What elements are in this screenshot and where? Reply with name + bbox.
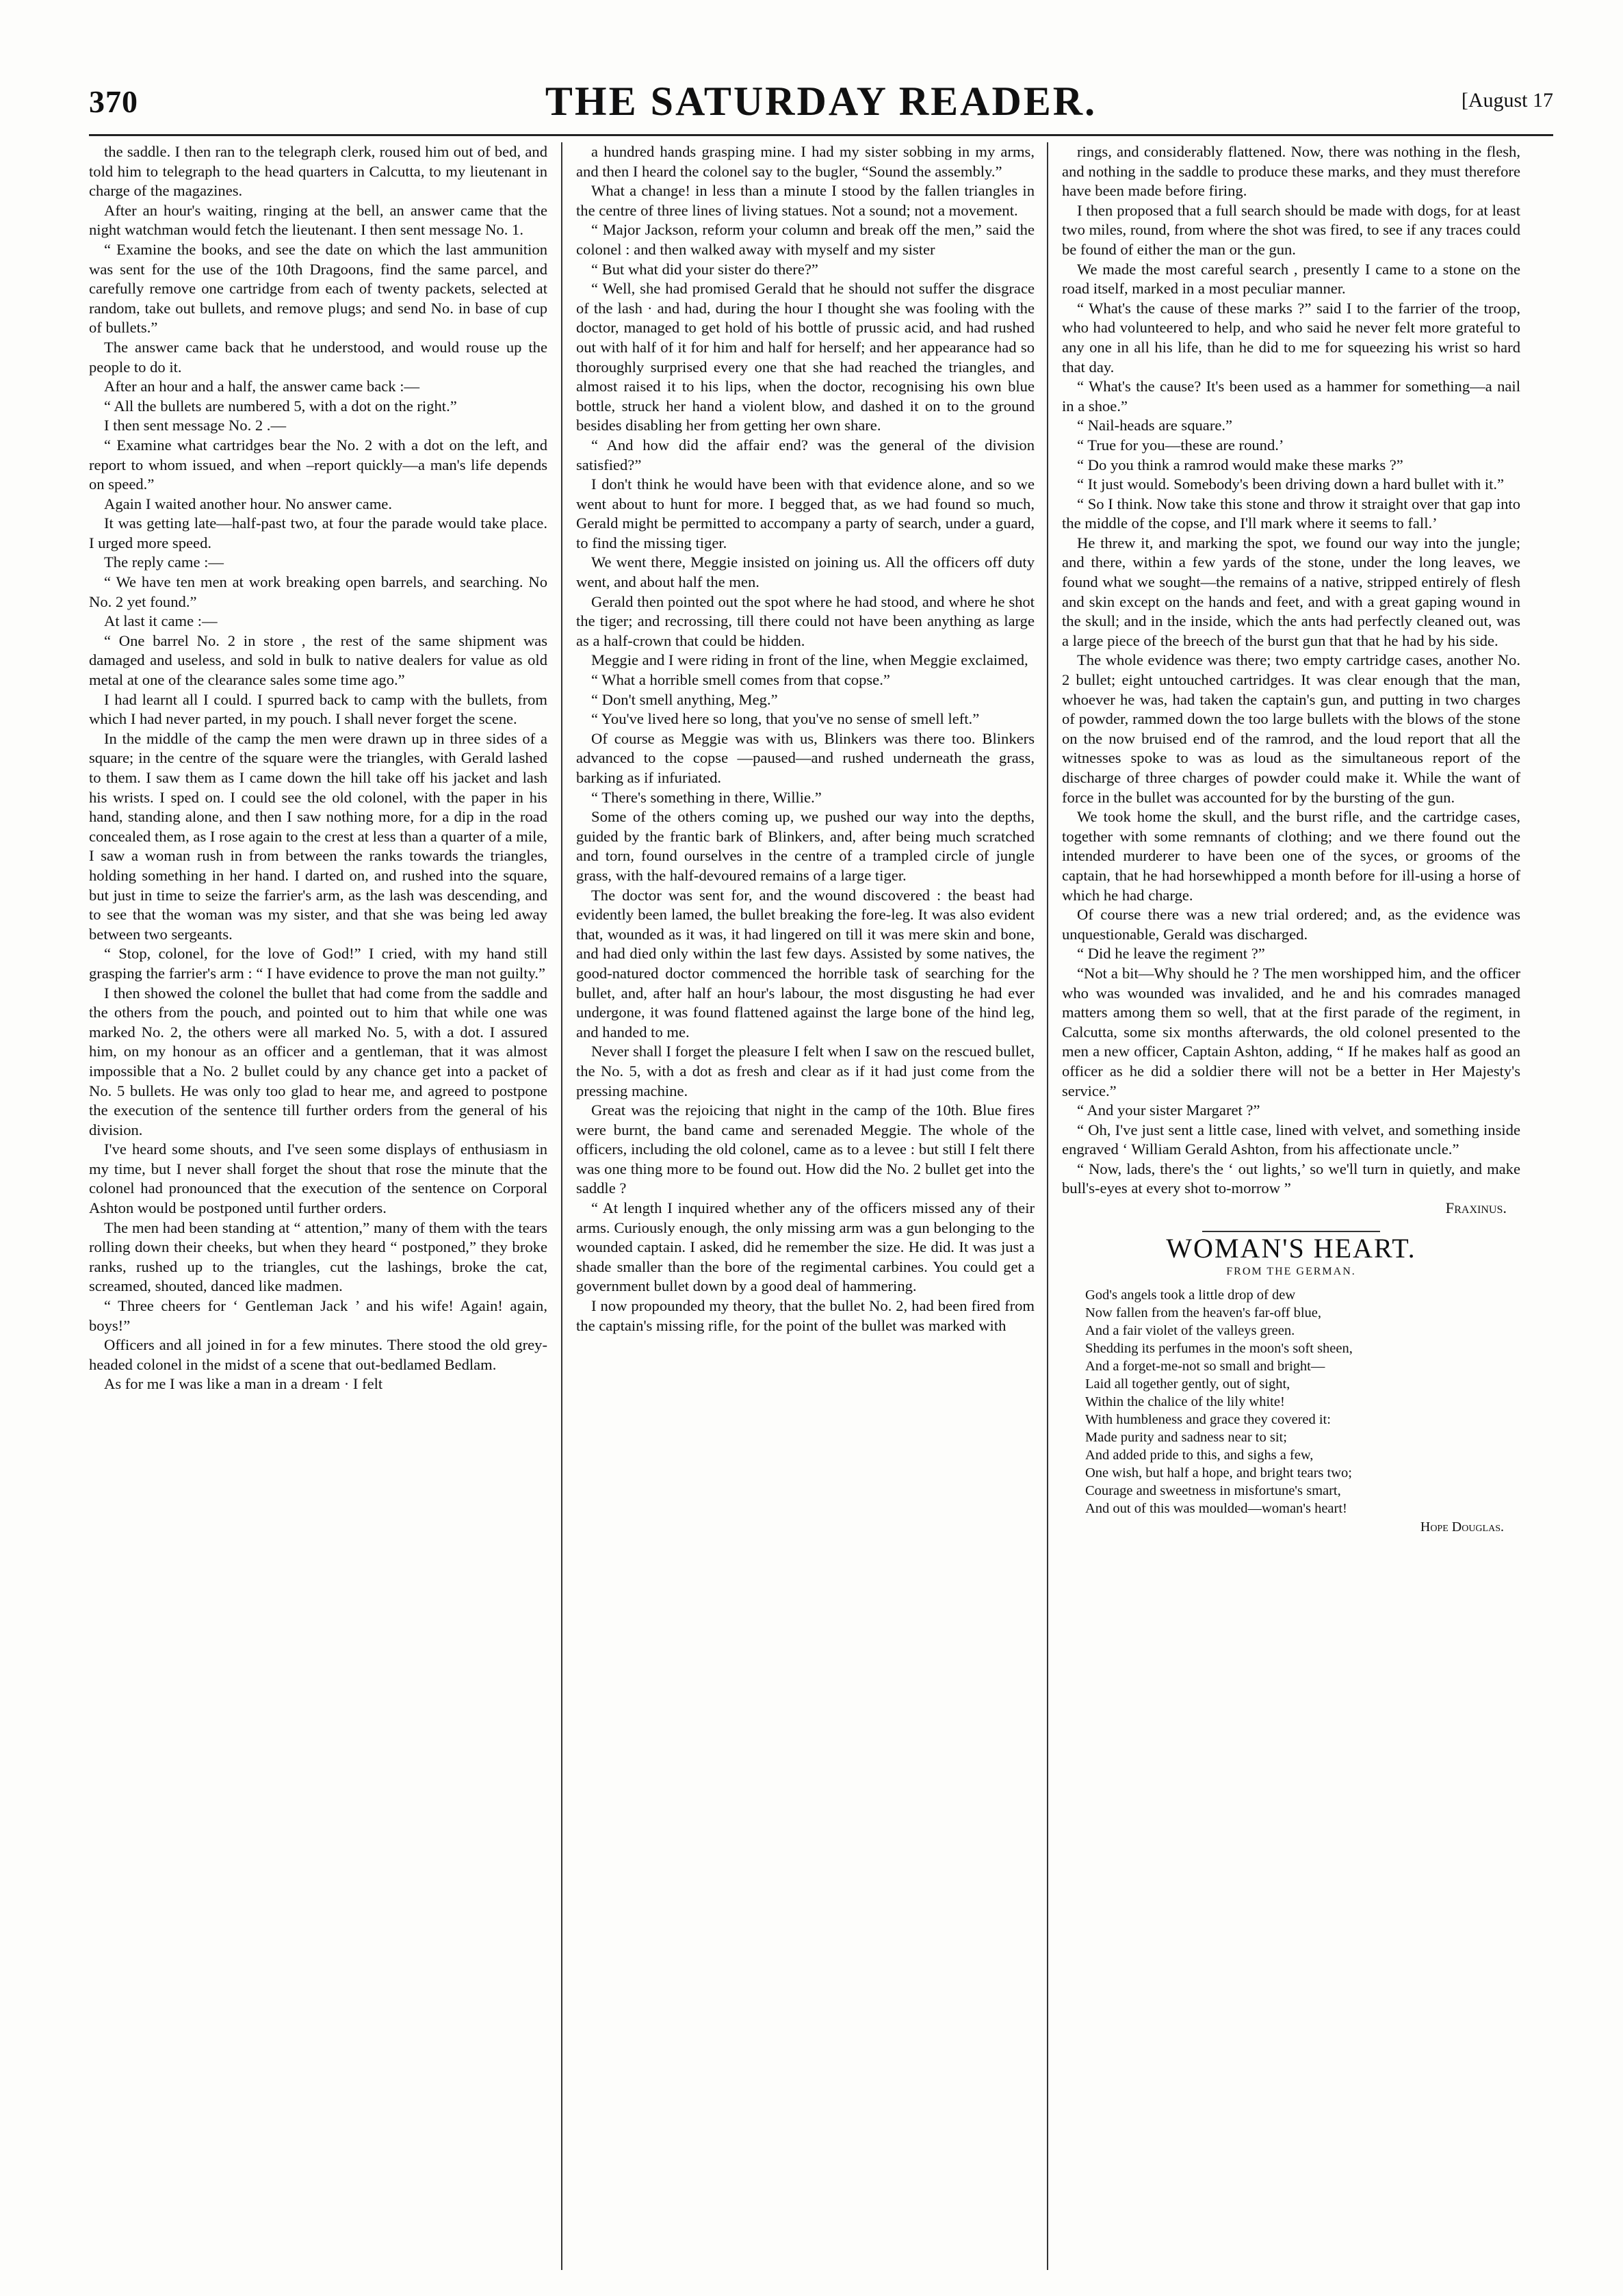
paragraph: “ You've lived here so long, that you've no sense of smell left.”: [591, 710, 980, 728]
poem-line: And a fair violet of the valleys green.: [1085, 1322, 1295, 1338]
paragraph: “Not a bit—Why should he ? The men worshipped him, and the officer who was wounded was invalided, and he and his comrades managed matters among them so well, that at the first parade of the regiment, in Calcutta, some six months afterwards, the old colonel presented to the men a new officer, Captain Ashton, adding, “ If he makes half as good an officer as he did a soldier there will not be a better in Her Majesty's service.”: [1062, 964, 1520, 1099]
paragraph: We went there, Meggie insisted on joining us. All the officers off duty went, and about half the men.: [576, 553, 1035, 591]
page-header: [89, 74, 1553, 129]
paragraph: rings, and considerably flattened. Now, there was nothing in the flesh, and nothing in the saddle to produce these marks, and they must therefore have been made before firing.: [1062, 143, 1520, 200]
poem-author: Hope Douglas.: [1420, 1519, 1504, 1535]
paragraph: “ And your sister Margaret ?”: [1077, 1101, 1260, 1119]
paragraph: “ Examine the books, and see the date on which the last ammunition was sent for the use of the 10th Dragoons, find the same parcel, and carefully remove one cartridge from each of twenty packets, selected at random, take out bullets, and remove plugs; and send No. in base of cup of bullets.”: [89, 240, 547, 337]
column-2: [576, 142, 1035, 2270]
paragraph: After an hour and a half, the answer came back :—: [104, 378, 420, 395]
paragraph: Officers and all joined in for a few minutes. There stood the old grey-headed colonel in the midst of a scene that out-bedlamed Bedlam.: [89, 1336, 547, 1373]
paragraph: Of course there was a new trial ordered; and, as the evidence was unquestionable, Gerald was discharged.: [1062, 906, 1520, 943]
poem-line: And a forget-me-not so small and bright—: [1085, 1358, 1325, 1374]
paragraph: What a change! in less than a minute I stood by the fallen triangles in the centre of three lines of living statues. Not a sound; not a movement.: [576, 182, 1035, 219]
paragraph: “ Well, she had promised Gerald that he should not suffer the disgrace of the lash · and had, during the hour I thought she was fooling with the doctor, managed to get hold of his bottle of prussic acid, and had rushed out with half of it for him and half for herself; and her appearance had so thoroughly surprised every one that she had reached the triangles, and almost raised it to his lips, when the doctor, recognising his own blue bottle, struck her hand a violent blow, and dashed it on to the ground besides disabling her from getting her own share.: [576, 280, 1035, 434]
paragraph: “ One barrel No. 2 in store , the rest of the same shipment was damaged and useless, and sold in bulk to native dealers for value as old metal at one of the clearance sales some time ago.”: [89, 631, 547, 689]
poem-line: And added pride to this, and sighs a few,: [1085, 1447, 1314, 1463]
paragraph: Meggie and I were riding in front of the line, when Meggie exclaimed,: [591, 651, 1028, 669]
paragraph: “ It just would. Somebody's been driving down a hard bullet with it.”: [1077, 475, 1505, 493]
poem-body: [1062, 1286, 1520, 1517]
column-divider: [561, 142, 562, 2270]
column-1: [89, 142, 547, 2270]
page-number: 370: [89, 84, 138, 119]
poem-line: With humbleness and grace they covered it:: [1085, 1411, 1331, 1427]
paragraph: “ True for you—these are round.’: [1077, 436, 1284, 454]
paragraph: I don't think he would have been with that evidence alone, and so we went about to hunt for more. I begged that, as we had found so much, Gerald might be permitted to accompany a party of search, under a guard, to find the missing tiger.: [576, 475, 1035, 551]
paragraph: The answer came back that he understood, and would rouse up the people to do it.: [89, 338, 547, 376]
paragraph: We took home the skull, and the burst rifle, and the cartridge cases, together with some remnants of clothing; and we there found out the intended murderer to have been one of the syces, or grooms of the captain, that he had horsewhipped a month before for ill-using a horse of which he had charge.: [1062, 808, 1520, 904]
paragraph: “ So I think. Now take this stone and throw it straight over that gap into the middle of the copse, and I'll mark where it seems to fall.’: [1062, 495, 1520, 532]
paragraph: I then showed the colonel the bullet that had come from the saddle and the others from the pouch, and pointed out to him that while one was marked No. 2, the others were all marked No. 5, with a dot. I assured him, on my honour as an officer and a gentleman, that it was almost impossible that a No. 2 bullet could by any chance get into a packet of No. 5 bullets. He was only too glad to hear me, and agreed to postpone the execution of the sentence till further orders from the general of his division.: [89, 984, 547, 1138]
paragraph: I then proposed that a full search should be made with dogs, for at least two miles, round, from where the shot was fired, to see if any traces could be found of either the man or the gun.: [1062, 201, 1520, 258]
paragraph: “ Examine what cartridges bear the No. 2 with a dot on the left, and report to whom issued, and when –report quickly—a man's life depends on speed.”: [89, 436, 547, 493]
paragraph: “ Now, lads, there's the ‘ out lights,’ so we'll turn in quietly, and make bull's-eyes at every shot to-morrow ”: [1062, 1160, 1520, 1197]
paragraph: “ Nail-heads are square.”: [1077, 417, 1233, 434]
masthead-title: THE SATURDAY READER.: [545, 79, 1098, 124]
paragraph: We made the most careful search , presently I came to a stone on the road itself, marked in a most peculiar manner.: [1062, 260, 1520, 298]
paragraph: “ Did he leave the regiment ?”: [1077, 945, 1265, 963]
poem-line: God's angels took a little drop of dew: [1085, 1287, 1296, 1303]
paragraph: “ There's something in there, Willie.”: [591, 788, 822, 806]
poem-line: Laid all together gently, out of sight,: [1085, 1376, 1290, 1392]
column-divider: [1047, 142, 1048, 2270]
paragraph: The doctor was sent for, and the wound discovered : the beast had evidently been lamed, the bullet breaking the fore-leg. It was also evident that, wounded as it was, it had lingered on till it was mere skin and bone, and had died only within the last few days. Assisted by some natives, the good-natured doctor commenced the horrible task of searching for the bullet, and, after half an hour's labour, the most disgusting he had ever undergone, it was found flattened against the large bone of the hind leg, and handed to me.: [576, 886, 1035, 1041]
paragraph: As for me I was like a man in a dream · I felt: [104, 1375, 383, 1393]
paragraph: “ What a horrible smell comes from that copse.”: [591, 671, 890, 689]
story-end: [1062, 142, 1520, 1199]
paragraph: Great was the rejoicing that night in the camp of the 10th. Blue fires were burnt, the band came and serenaded Meggie. The whole of the officers, including the old colonel, came as to a levee : but still I felt there was one thing more to be found out. How did the No. 2 bullet get into the saddle ?: [576, 1101, 1035, 1197]
column-3: [1062, 142, 1520, 2270]
paragraph: He threw it, and marking the spot, we found our way into the jungle; and there, within a few yards of the stone, under the long leaves, we found what we sought—the remains of a native, stripped entirely of flesh and skin except on the hands and feet, and with a great gaping wound in the skull; and in the inside, which the ants had perfectly cleaned out, was a large piece of the breech of the burst gun that that he had by his side.: [1062, 534, 1520, 649]
poem-title: WOMAN'S HEART.: [1166, 1232, 1416, 1264]
story-signature: Fraxinus.: [1445, 1199, 1507, 1217]
paragraph: After an hour's waiting, ringing at the bell, an answer came that the night watchman would fetch the lieutenant. I then sent message No. 1.: [89, 201, 547, 239]
paragraph: a hundred hands grasping mine. I had my sister sobbing in my arms, and then I heard the colonel say to the bugler, “Sound the assembly.”: [576, 143, 1035, 180]
paragraph: Of course as Meggie was with us, Blinkers was there too. Blinkers advanced to the copse —paused—and rushed underneath the grass, barking as if infuriated.: [576, 729, 1035, 786]
paragraph: “ Do you think a ramrod would make these marks ?”: [1077, 456, 1403, 473]
paragraph: “ Don't smell anything, Meg.”: [591, 690, 778, 708]
paragraph: In the middle of the camp the men were drawn up in three sides of a square; in the centre of the square were the triangles, with Gerald lashed to them. I saw them as I came down the hill take off his jacket and lash his wrists. I sped on. I could see the old colonel, with the paper in his hand, standing alone, and then I saw nothing more, for a dip in the road concealed them, as I rose again to the crest at less than a quarter of a mile, I saw a woman rush in from between the ranks towards the triangles, holding something in her hand. I darted on, and rushed into the square, but just in time to seize the farrier's arm, as the lash was descending, and to see that the woman was my sister, and that she was being led away between two sergeants.: [89, 729, 547, 943]
paragraph: Again I waited another hour. No answer came.: [104, 495, 392, 512]
paragraph: “ But what did your sister do there?”: [591, 260, 818, 278]
paragraph: It was getting late—half-past two, at four the parade would take place. I urged more speed.: [89, 514, 547, 551]
paragraph: “ Oh, I've just sent a little case, lined with velvet, and something inside engraved ‘ William Gerald Ashton, from his affectionate uncle.”: [1062, 1121, 1520, 1158]
paragraph: “ Three cheers for ‘ Gentleman Jack ’ and his wife! Again! again, boys!”: [89, 1297, 547, 1334]
poem-line: Shedding its perfumes in the moon's soft sheen,: [1085, 1340, 1353, 1356]
poem-line: One wish, but half a hope, and bright tears two;: [1085, 1465, 1352, 1480]
paragraph: “ And how did the affair end? was the general of the division satisfied?”: [576, 436, 1035, 473]
paragraph: “ At length I inquired whether any of the officers missed any of their arms. Curiously enough, the only missing arm was a gun belonging to the wounded captain. I asked, did he remember the size. He did. It was just a shade smaller than the bore of the regimental carbines. You could get a government bullet down by a good deal of hammering.: [576, 1199, 1035, 1295]
poem-line: Within the chalice of the lily white!: [1085, 1394, 1285, 1409]
paragraph: I've heard some shouts, and I've seen some displays of enthusiasm in my time, but I never shall forget the shout that rose the minute that the colonel had pronounced that the execution of the sentence on Corporal Ashton would be postponed until further orders.: [89, 1140, 547, 1217]
paragraph: The whole evidence was there; two empty cartridge cases, another No. 2 bullet; eight untouched cartridges. It was clear enough that the man, whoever he was, had taken the captain's gun, and putting in two charges of powder, rammed down the too large bullets with the blows of the stone on the now bruised end of the ramrod, and the loud report that all the witnesses spoke to was as loud as the simultaneous report of the discharge of three charges of powder could make it. While the want of force in the bullet was accounted for by the bursting of the gun.: [1062, 651, 1520, 806]
paragraph: “ We have ten men at work breaking open barrels, and searching. No No. 2 yet found.”: [89, 573, 547, 610]
paragraph: The reply came :—: [104, 553, 224, 571]
header-rule: [89, 134, 1553, 136]
paragraph: “ All the bullets are numbered 5, with a dot on the right.”: [104, 397, 457, 415]
paragraph: Never shall I forget the pleasure I felt when I saw on the rescued bullet, the No. 5, with a dot as fresh and clear as if it had just come from the pressing machine.: [576, 1043, 1035, 1099]
paragraph: Gerald then pointed out the spot where he had stood, and where he shot the tiger; and recrossing, till there could not have been anything as large as a half-crown that could be hidden.: [576, 592, 1035, 649]
paragraph: At last it came :—: [104, 612, 218, 630]
paragraph: The men had been standing at “ attention,” many of them with the tears rolling down their cheeks, but when they heard “ postponed,” they broke ranks, rushed up to the triangles, cut the lashings, broke the cat, screamed, shouted, danced like madmen.: [89, 1218, 547, 1295]
paragraph: “ Major Jackson, reform your column and break off the men,” said the colonel : and then walked away with myself and my sister: [576, 221, 1035, 258]
poem-line: Now fallen from the heaven's far-off blue,: [1085, 1305, 1322, 1320]
paragraph: “ What's the cause of these marks ?” said I to the farrier of the troop, who had volunteered to help, and who said he never felt more grateful to any one in all his life, than he did to me for squeezing his wrist so hard that day.: [1062, 299, 1520, 376]
paragraph: I then sent message No. 2 .—: [104, 417, 287, 434]
poem-line: And out of this was moulded—woman's heart!: [1085, 1500, 1347, 1516]
paragraph: “ What's the cause? It's been used as a hammer for something—a nail in a shoe.”: [1062, 378, 1520, 415]
paragraph: I had learnt all I could. I spurred back to camp with the bullets, from which I had never parted, in my pouch. I shall never forget the scene.: [89, 690, 547, 728]
poem-line: Made purity and sadness near to sit;: [1085, 1429, 1287, 1445]
paragraph: I now propounded my theory, that the bullet No. 2, had been fired from the captain's missing rifle, for the point of the bullet was marked with: [576, 1297, 1035, 1334]
poem-line: Courage and sweetness in misfortune's smart,: [1085, 1483, 1341, 1498]
section-separator: [1202, 1231, 1380, 1232]
poem-subtitle: FROM THE GERMAN.: [1226, 1266, 1356, 1278]
issue-date: [August 17: [1461, 89, 1553, 112]
paragraph: Some of the others coming up, we pushed our way into the depths, guided by the frantic bark of Blinkers, and, after being much scratched and torn, found ourselves in the centre of a trampled circle of jungle grass, with the half-devoured remains of a large tiger.: [576, 808, 1035, 884]
paragraph: the saddle. I then ran to the telegraph clerk, roused him out of bed, and told him to telegraph to the head quarters in Calcutta, to my lieutenant in charge of the magazines.: [89, 143, 547, 200]
paragraph: “ Stop, colonel, for the love of God!” I cried, with my hand still grasping the farrier's arm : “ I have evidence to prove the man not guilty.”: [89, 945, 547, 982]
